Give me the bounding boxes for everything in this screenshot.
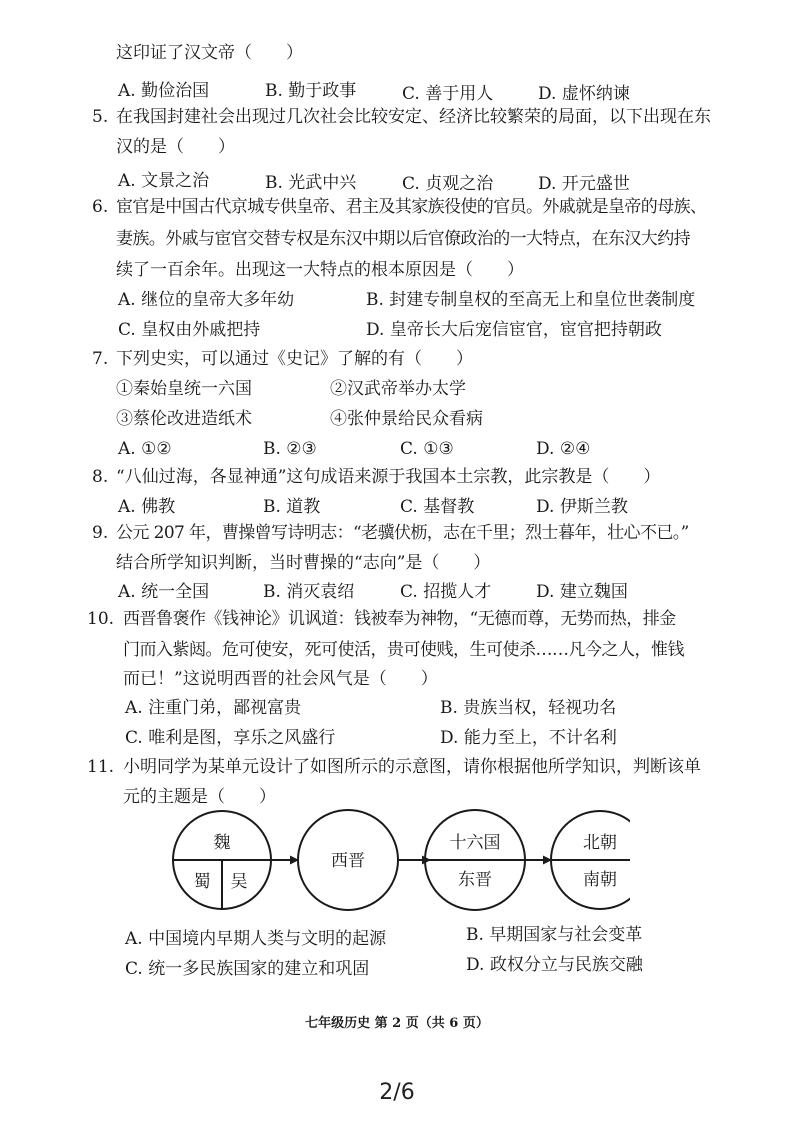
q9-stem-line-1: 公元 207 年，曹操曾写诗明志：“老骥伏枥，志在千里；烈士暮年，壮心不已。”: [116, 523, 689, 543]
q5-option-c: C. 贞观之治: [402, 174, 494, 194]
q6-stem-line-2: 妻族。外戚与宦官交替专权是东汉中期以后官僚政治的一大特点，在东汉大约持: [116, 229, 690, 249]
label-wu: 吴: [230, 872, 248, 892]
q10-option-d: D. 能力至上，不计名利: [440, 728, 617, 748]
q6-number: 6.: [92, 197, 109, 217]
label-eastern-jin: 东晋: [458, 870, 492, 890]
q10-option-a: A. 注重门弟，鄙视富贵: [125, 698, 302, 718]
q9-option-d: D. 建立魏国: [536, 582, 628, 602]
q11-option-b: B. 早期国家与社会变革: [466, 925, 643, 945]
q11-stem-line-2: 元的主题是（ ）: [123, 787, 276, 807]
q11-option-d: D. 政权分立与民族交融: [466, 955, 643, 975]
q9-option-a: A. 统一全国: [118, 582, 210, 602]
q5-option-a: A. 文景之治: [118, 171, 210, 191]
label-shu: 蜀: [193, 872, 211, 892]
q4-stem-tail: 这印证了汉文帝（ ）: [116, 43, 303, 63]
q8-option-b: B. 道教: [263, 497, 321, 517]
q10-option-b: B. 贵族当权，轻视功名: [440, 698, 617, 718]
q11-option-a: A. 中国境内早期人类与文明的起源: [125, 929, 387, 949]
q4-option-c: C. 善于用人: [402, 84, 494, 104]
q5-number: 5.: [92, 107, 109, 127]
dynasty-diagram: [160, 808, 630, 918]
label-southern-dynasties: 南朝: [583, 870, 617, 890]
q7-item-1: ①秦始皇统一六国: [116, 379, 252, 399]
q10-option-c: C. 唯利是图，享乐之风盛行: [125, 728, 336, 748]
q7-option-d: D. ②④: [536, 439, 591, 459]
label-sixteen-kingdoms: 十六国: [449, 833, 501, 853]
q10-stem-line-3: 而已！”这说明西晋的社会风气是（ ）: [123, 669, 438, 689]
label-western-jin: 西晋: [331, 851, 365, 871]
q6-option-c: C. 皇权由外戚把持: [118, 320, 261, 340]
q9-option-b: B. 消灭袁绍: [263, 582, 355, 602]
q5-option-b: B. 光武中兴: [265, 173, 357, 193]
q6-option-d: D. 皇帝长大后宠信宦官，宦官把持朝政: [366, 320, 662, 340]
q11-stem-line-1: 小明同学为某单元设计了如图所示的示意图，请你根据他所学知识，判断该单: [123, 757, 701, 777]
q7-stem: 下列史实，可以通过《史记》了解的有（ ）: [116, 349, 473, 369]
arrow-head-2: [422, 856, 431, 865]
q8-option-d: D. 伊斯兰教: [536, 497, 628, 517]
q5-option-d: D. 开元盛世: [538, 174, 630, 194]
q10-stem-line-1: 西晋鲁褒作《钱神论》讥讽道：钱被奉为神物，“无德而尊，无势而热，排金: [123, 609, 676, 629]
q6-stem-line-3: 续了一百余年。出现这一大特点的根本原因是（ ）: [116, 260, 524, 280]
q7-option-b: B. ②③: [263, 439, 317, 459]
q7-item-4: ④张仲景给民众看病: [330, 409, 483, 429]
label-wei: 魏: [213, 833, 231, 853]
q7-item-2: ②汉武帝举办太学: [330, 379, 466, 399]
q11-number: 11.: [87, 757, 115, 777]
q8-option-a: A. 佛教: [118, 497, 176, 517]
page-footer: 七年级历史 第 2 页（共 6 页）: [305, 1016, 489, 1031]
q7-number: 7.: [92, 349, 109, 369]
q5-stem-line-2: 汉的是（ ）: [116, 137, 235, 157]
q4-option-d: D. 虚怀纳谏: [538, 84, 630, 104]
label-northern-dynasties: 北朝: [583, 833, 617, 853]
q7-option-a: A. ①②: [118, 439, 172, 459]
q6-option-b: B. 封建专制皇权的至高无上和皇位世袭制度: [366, 290, 696, 310]
q5-stem-line-1: 在我国封建社会出现过几次社会比较安定、经济比较繁荣的局面，以下出现在东: [116, 107, 711, 127]
q10-stem-line-2: 门而入紫闼。危可使安，死可使活，贵可使贱，生可使杀……凡今之人，惟钱: [123, 640, 684, 660]
q9-stem-line-2: 结合所学知识判断，当时曹操的“志向”是（ ）: [116, 553, 491, 573]
q9-number: 9.: [92, 523, 109, 543]
q8-stem: “八仙过海，各显神通”这句成语来源于我国本土宗教，此宗教是（ ）: [116, 467, 661, 487]
q8-number: 8.: [92, 467, 109, 487]
q4-option-b: B. 勤于政事: [265, 81, 357, 101]
q7-item-3: ③蔡伦改进造纸术: [116, 409, 252, 429]
q6-option-a: A. 继位的皇帝大多年幼: [118, 290, 295, 310]
q7-option-c: C. ①③: [400, 439, 454, 459]
q6-stem-line-1: 宦官是中国古代京城专供皇帝、君主及其家族役使的官员。外戚就是皇帝的母族、: [116, 197, 707, 217]
page-indicator: 2/6: [379, 1080, 415, 1105]
q4-option-a: A. 勤俭治国: [118, 81, 210, 101]
q8-option-c: C. 基督教: [400, 497, 475, 517]
q10-number: 10.: [87, 609, 115, 629]
q9-option-c: C. 招揽人才: [400, 582, 492, 602]
q11-option-c: C. 统一多民族国家的建立和巩固: [125, 959, 370, 979]
